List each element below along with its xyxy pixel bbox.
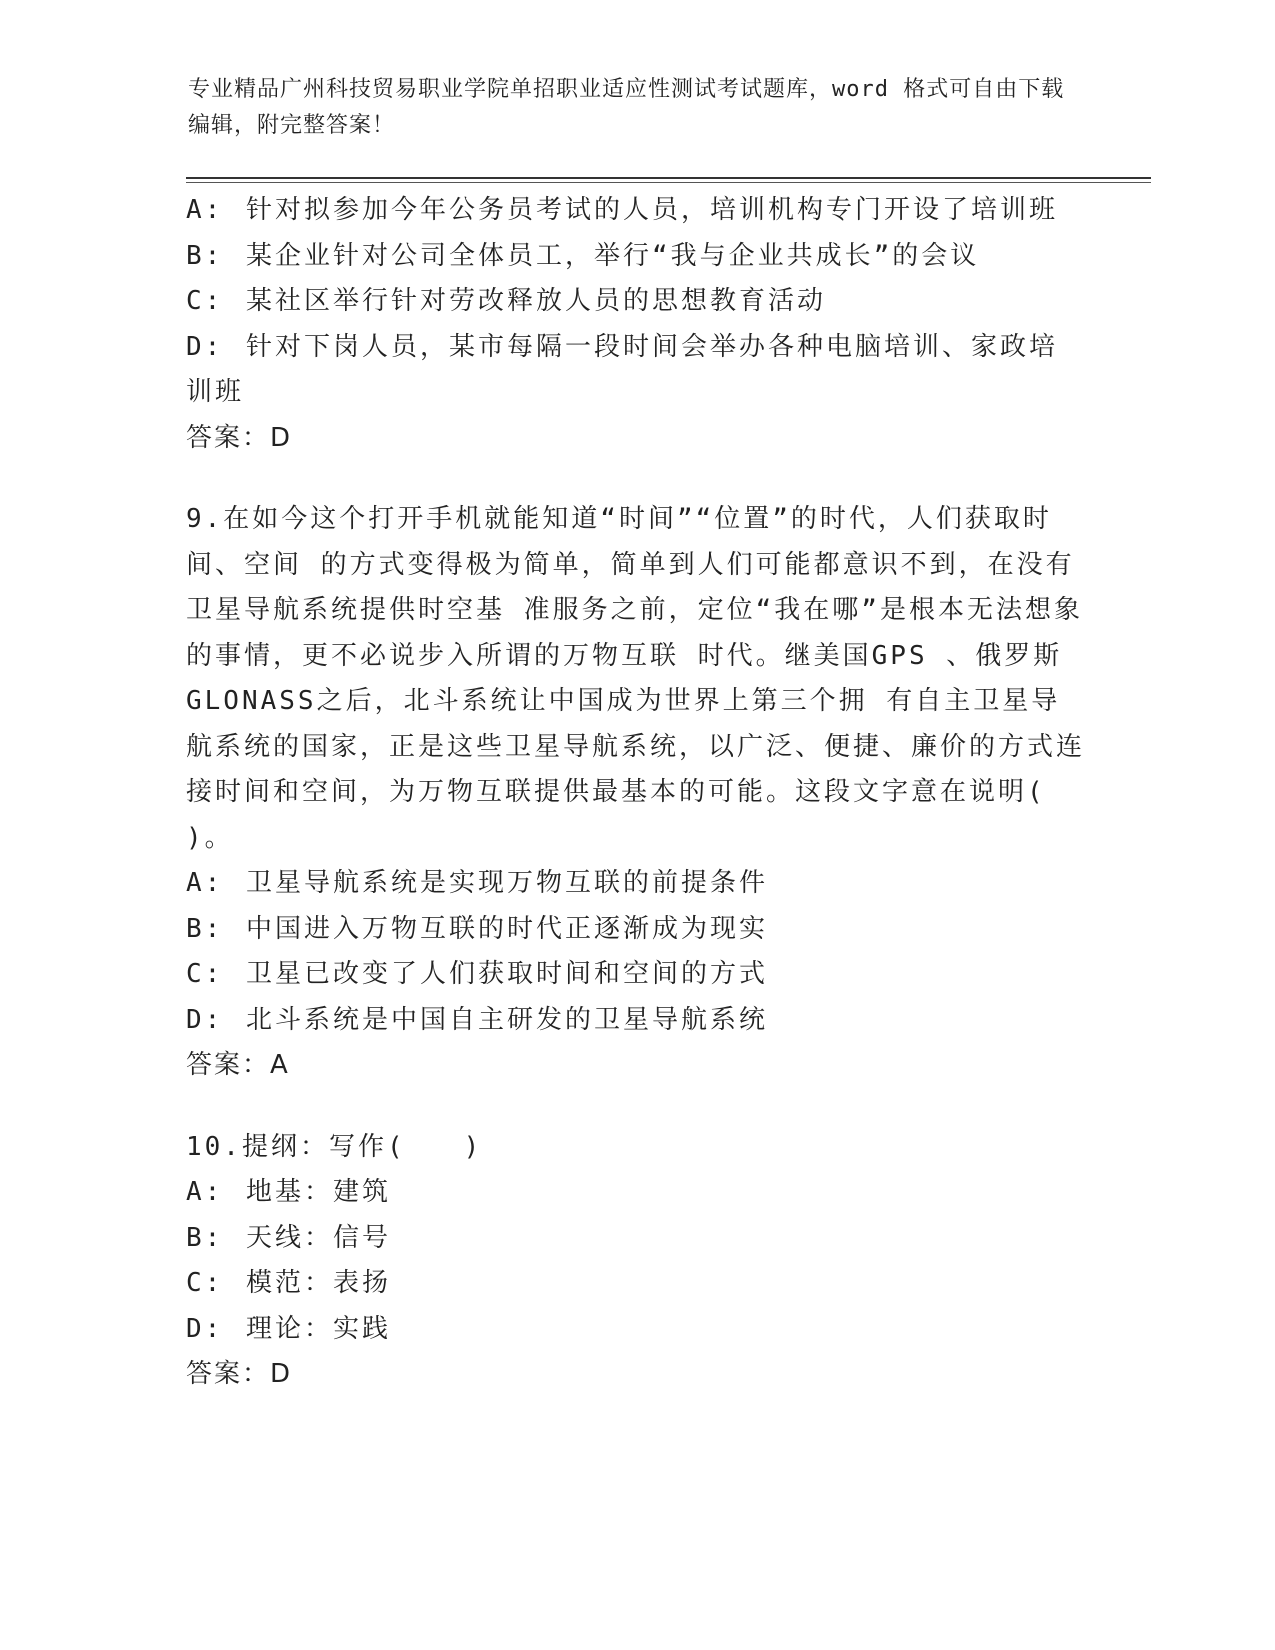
- option-c: [186, 952, 1086, 998]
- option-d: [186, 325, 1086, 416]
- answer-line: 答案：A: [186, 1050, 290, 1080]
- spacer: [186, 1089, 1086, 1125]
- option-letter: D:: [186, 331, 224, 362]
- option-a: [186, 188, 1086, 234]
- option-letter: D:: [186, 1313, 224, 1344]
- header-rule-thick: [186, 177, 1151, 179]
- question-9: [186, 497, 1086, 1089]
- header-rule-thin: [186, 182, 1151, 183]
- option-letter: D:: [186, 1004, 224, 1035]
- option-letter: C:: [186, 959, 224, 989]
- question-text: 9.在如今这个打开手机就能知道“时间”“位置”的时代，人们获取时间、空间 的方式变得极为简单，简单到人们可能都意识不到，在没有卫星导航系统提供时空基 准服务之前，定位“我在哪”是根本无法想象的事情，更不必说步入所谓的万物互联 时代。继美国GPS 、俄罗斯 GLONASS之后，北斗系统让中国成为世界上第三个拥 有自主卫星导航系统的国家，正是这些卫星导航系统，以广泛、便捷、廉价的方式连接时间和空间，为万物互联提供最基本的可能。这段文字意在说明( )。: [186, 504, 1086, 853]
- page-header: 专业精品广州科技贸易职业学院单招职业适应性测试考试题库，word 格式可自由下载编辑，附完整答案！: [188, 77, 1065, 138]
- option-c: [186, 279, 1086, 325]
- option-text: 某企业针对公司全体员工，举行“我与企业共成长”的会议: [246, 240, 980, 271]
- document-body: [186, 188, 1086, 1398]
- option-text: 针对拟参加今年公务员考试的人员，培训机构专门开设了培训班: [246, 195, 1059, 225]
- option-letter: C:: [186, 286, 224, 316]
- option-letter: A:: [186, 868, 224, 898]
- option-text: 中国进入万物互联的时代正逐渐成为现实: [246, 913, 769, 944]
- option-d: [186, 1307, 1086, 1353]
- option-text: 北斗系统是中国自主研发的卫星导航系统: [246, 1004, 769, 1035]
- question-10: [186, 1125, 1086, 1398]
- option-a: [186, 861, 1086, 907]
- question-8: [186, 188, 1086, 461]
- option-text: 针对下岗人员，某市每隔一段时间会举办各种电脑培训、家政培训班: [186, 331, 1059, 407]
- answer-line: 答案：D: [186, 1359, 293, 1389]
- answer-line: 答案：D: [186, 422, 293, 453]
- option-text: 卫星导航系统是实现万物互联的前提条件: [246, 868, 769, 898]
- option-d: [186, 998, 1086, 1044]
- option-text: 某社区举行针对劳改释放人员的思想教育活动: [246, 286, 827, 316]
- option-b: [186, 907, 1086, 953]
- option-c: [186, 1261, 1086, 1307]
- option-a: [186, 1170, 1086, 1216]
- option-b: [186, 1216, 1086, 1262]
- option-letter: B:: [186, 913, 224, 944]
- option-letter: C:: [186, 1268, 224, 1298]
- option-letter: A:: [186, 195, 224, 225]
- option-letter: A:: [186, 1177, 224, 1207]
- option-letter: B:: [186, 1222, 224, 1253]
- spacer: [186, 461, 1086, 497]
- option-text: 理论：实践: [246, 1313, 392, 1344]
- option-text: 卫星已改变了人们获取时间和空间的方式: [246, 959, 769, 989]
- question-text: 10.提纲：写作( ): [186, 1131, 483, 1162]
- option-b: [186, 234, 1086, 280]
- option-text: 地基：建筑: [246, 1177, 392, 1207]
- option-text: 天线：信号: [246, 1222, 392, 1253]
- option-text: 模范：表扬: [246, 1268, 392, 1298]
- option-letter: B:: [186, 240, 224, 271]
